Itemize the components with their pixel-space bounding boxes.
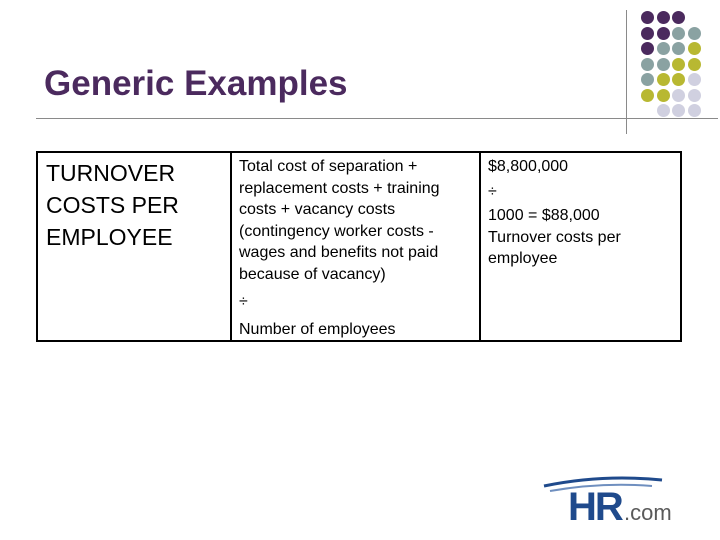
decorative-dot	[688, 73, 701, 86]
decorative-dot	[657, 89, 670, 102]
decorative-dot	[672, 11, 685, 24]
label-line: COSTS PER	[46, 192, 179, 218]
vertical-divider	[626, 10, 627, 134]
decorative-dot	[657, 73, 670, 86]
decorative-dot	[641, 11, 654, 24]
decorative-dot	[657, 104, 670, 117]
decorative-dot	[688, 104, 701, 117]
decorative-dot	[672, 27, 685, 40]
decorative-dot	[657, 58, 670, 71]
title-underline	[36, 118, 718, 119]
decorative-dot	[688, 89, 701, 102]
formula-line: costs + vacancy costs	[239, 201, 396, 218]
example-line: 1000 = $88,000	[488, 207, 600, 224]
divide-symbol: ÷	[239, 293, 248, 310]
decorative-dot	[688, 42, 701, 55]
examples-table	[36, 151, 682, 342]
decorative-dot	[672, 42, 685, 55]
decorative-dot	[672, 58, 685, 71]
formula-line: (contingency worker costs -	[239, 222, 434, 240]
decorative-dot	[657, 42, 670, 55]
logo-hr-text: HR	[568, 485, 622, 529]
formula-divisor: Number of employees	[239, 320, 396, 338]
formula-line: Total cost of separation +	[239, 158, 418, 175]
table-row	[37, 152, 681, 341]
decorative-dot	[688, 27, 701, 40]
decorative-dot	[641, 27, 654, 40]
logo-dotcom-text: .com	[624, 500, 672, 525]
decorative-dot	[672, 89, 685, 102]
divide-symbol: ÷	[488, 182, 497, 200]
label-line: EMPLOYEE	[46, 224, 173, 250]
decorative-dot	[672, 73, 685, 86]
decorative-dot	[688, 58, 701, 71]
example-line: Turnover costs per	[488, 228, 621, 246]
example-line: employee	[488, 250, 558, 267]
example-cell	[480, 152, 681, 341]
decorative-dot	[641, 42, 654, 55]
label-line: TURNOVER	[46, 160, 176, 186]
hr-com-logo	[542, 474, 684, 530]
formula-line: because of vacancy)	[239, 265, 386, 283]
decorative-dot	[657, 11, 670, 24]
example-amount: $8,800,000	[488, 158, 569, 175]
decorative-dot	[641, 89, 654, 102]
label-cell	[37, 152, 231, 341]
decorative-dot	[672, 104, 685, 117]
page-title: Generic Examples	[44, 64, 348, 103]
decorative-dot	[641, 58, 654, 71]
decorative-dot	[641, 73, 654, 86]
formula-cell	[231, 152, 480, 341]
formula-line: wages and benefits not paid	[239, 244, 439, 261]
formula-line: replacement costs + training	[239, 179, 440, 197]
decorative-dot	[657, 27, 670, 40]
